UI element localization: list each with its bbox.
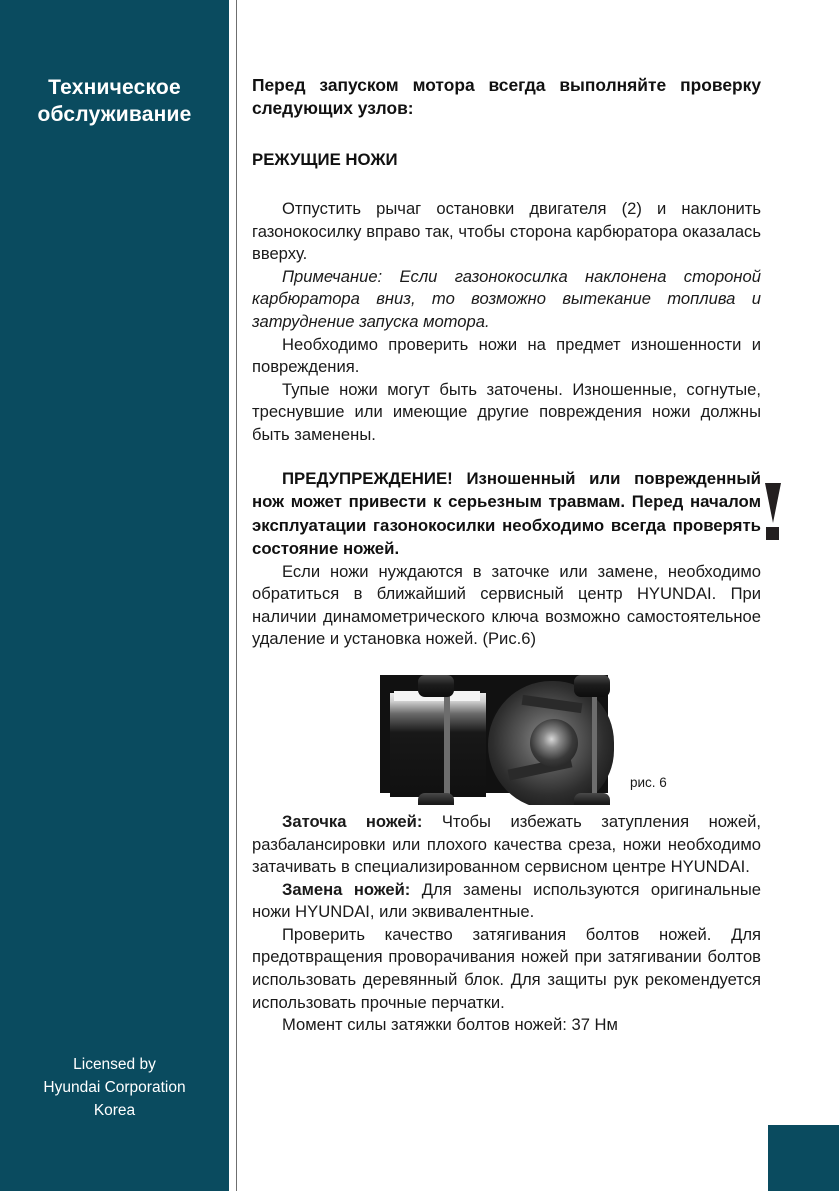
exclamation-stem [765, 483, 781, 523]
sidebar-divider [236, 0, 237, 1191]
paragraph-replacement [252, 879, 761, 924]
license-footer [0, 1053, 229, 1122]
license-footer-line-2: Hyundai Corporation [43, 1079, 186, 1096]
paragraph-3: Тупые ножи могут быть заточены. Изношенные, согнутые, треснувшие или имеющие другие повреждения ножи должны быть заменены. [252, 379, 761, 444]
spacer [252, 120, 761, 150]
mower-wheel-bottom-left [418, 793, 454, 805]
paragraph-2: Необходимо проверить ножи на предмет изношенности и повреждения. [252, 334, 761, 377]
mower-axle-left [444, 683, 450, 805]
paragraph-1: Отпустить рычаг остановки двигателя (2) и наклонить газонокосилку вправо так, чтобы сторона карбюратора оказалась вверху. [252, 199, 761, 264]
chapter-title-line-1: Техническое [48, 76, 181, 99]
figure-caption: рис. 6 [630, 774, 667, 790]
lawn-mower-photo [370, 663, 616, 805]
spacer [252, 447, 761, 467]
mower-body-panel [390, 693, 486, 797]
mower-blade-hub [530, 719, 578, 767]
mower-wheel-bottom-right [574, 793, 610, 805]
figure-6 [252, 663, 761, 811]
mower-wheel-top-left [418, 675, 454, 697]
spacer [252, 170, 761, 198]
replacement-text: Для замены используются оригинальные ножи HYUNDAI, или эквивалентные. [252, 879, 761, 922]
chapter-title [0, 74, 229, 128]
mower-axle-right [592, 683, 597, 805]
paragraph-sharpening [252, 811, 761, 879]
warning-exclamation-icon [763, 483, 783, 541]
replacement-label: Замена ножей: [282, 879, 411, 899]
corner-accent-block [768, 1125, 839, 1191]
section-heading-cutting-blades: РЕЖУЩИЕ НОЖИ [252, 150, 398, 169]
paragraph-5: Проверить качество затягивания болтов ножей. Для предотвращения проворачивания ножей при затягивании болтов использовать деревянный блок. Для защиты рук рекомендуется использовать прочные перчатки. [252, 924, 761, 1012]
paragraph-note: Примечание: Если газонокосилка наклонена стороной карбюратора вниз, то возможно вытекание топлива и затруднение запуска мотора. [252, 266, 761, 331]
paragraph-6: Момент силы затяжки болтов ножей: 37 Нм [282, 1015, 618, 1035]
mower-deck [380, 675, 608, 793]
license-footer-line-1: Licensed by [73, 1056, 156, 1073]
sharpening-text: Чтобы избежать затупления ножей, разбалансировки или плохого качества среза, ножи необходимо затачивать в специализированном сервисном центре HYUNDAI. [252, 811, 761, 877]
license-footer-line-3: Korea [93, 1102, 136, 1119]
exclamation-dot [766, 527, 779, 540]
sidebar [0, 0, 229, 1191]
main-text-column [252, 74, 761, 1037]
lead-paragraph: Перед запуском мотора всегда выполняйте проверку следующих узлов: [252, 75, 761, 118]
warning-paragraph: ПРЕДУПРЕЖДЕНИЕ! Изношенный или поврежденный нож может привести к серьезным травмам. Перед началом эксплуатации газонокосилки необходимо всегда проверять состояние ножей. [252, 468, 761, 559]
sharpening-label: Заточка ножей: [282, 811, 423, 831]
paragraph-4: Если ножи нуждаются в заточке или замене, необходимо обратиться в ближайший сервисный центр HYUNDAI. При наличии динамометрического ключа возможно самостоятельное удаление и установка ножей. (Рис.6) [252, 561, 761, 649]
mower-wheel-top-right [574, 675, 610, 697]
chapter-title-line-2: обслуживание [37, 103, 192, 126]
